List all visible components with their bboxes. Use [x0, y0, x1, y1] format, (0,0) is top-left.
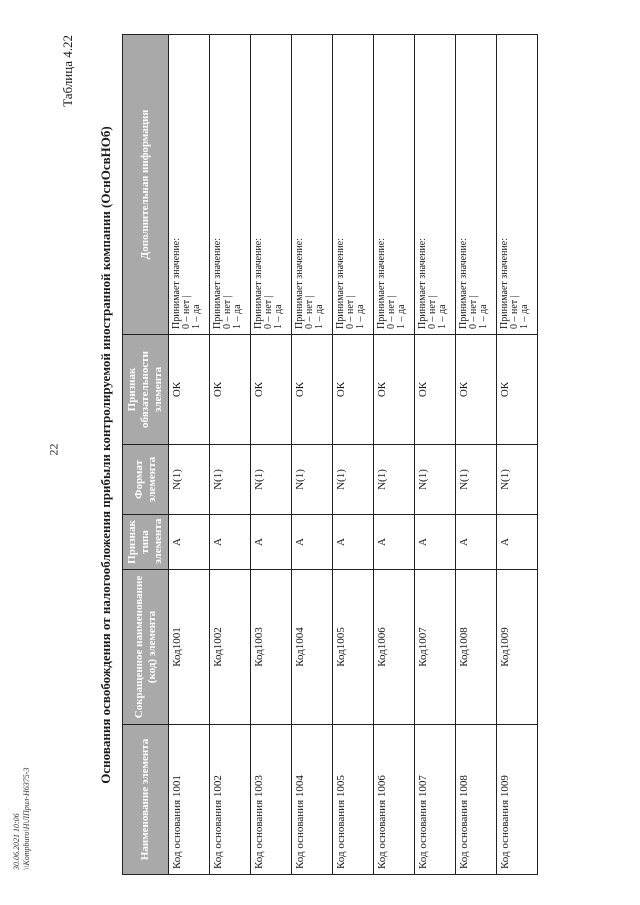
cell-format: N(1) [374, 445, 415, 515]
cell-info [456, 35, 497, 335]
cell-code: Код1008 [456, 570, 497, 725]
cell-code: Код1004 [292, 570, 333, 725]
header-info: Дополнительная информация [123, 35, 169, 335]
cell-required: ОК [497, 335, 538, 445]
file-footnote [12, 750, 32, 870]
cell-format: N(1) [292, 445, 333, 515]
table-header-row [123, 35, 169, 875]
cell-format: N(1) [251, 445, 292, 515]
cell-required: ОК [374, 335, 415, 445]
cell-code: Код1005 [333, 570, 374, 725]
cell-name: Код основания 1002 [210, 725, 251, 875]
cell-required: ОК [456, 335, 497, 445]
info-line: 1 – да [437, 304, 448, 329]
cell-required: ОК [210, 335, 251, 445]
cell-info [374, 35, 415, 335]
elements-table [122, 34, 538, 875]
info-line: 1 – да [355, 304, 366, 329]
table-row [333, 35, 374, 875]
cell-name: Код основания 1001 [169, 725, 210, 875]
info-line: Принимает значение: [417, 237, 428, 329]
cell-type: А [333, 515, 374, 570]
table-row [169, 35, 210, 875]
info-line: Принимает значение: [212, 237, 223, 329]
cell-code: Код1003 [251, 570, 292, 725]
cell-code: Код1002 [210, 570, 251, 725]
cell-name: Код основания 1008 [456, 725, 497, 875]
cell-name: Код основания 1003 [251, 725, 292, 875]
table-row [374, 35, 415, 875]
cell-code: Код1007 [415, 570, 456, 725]
cell-name: Код основания 1009 [497, 725, 538, 875]
info-line: Принимает значение: [253, 237, 264, 329]
cell-info [333, 35, 374, 335]
table-label: Таблица 4.22 [60, 35, 75, 107]
cell-format: N(1) [456, 445, 497, 515]
info-line: 1 – да [314, 304, 325, 329]
cell-name: Код основания 1007 [415, 725, 456, 875]
cell-type: А [292, 515, 333, 570]
cell-info [497, 35, 538, 335]
table-row [497, 35, 538, 875]
info-line: 0 – нет | [304, 295, 315, 329]
info-line: 1 – да [232, 304, 243, 329]
cell-type: А [456, 515, 497, 570]
info-line: Принимает значение: [458, 237, 469, 329]
cell-format: N(1) [333, 445, 374, 515]
info-line: 0 – нет | [386, 295, 397, 329]
info-line: Принимает значение: [376, 237, 387, 329]
table-body [169, 35, 538, 875]
cell-type: А [415, 515, 456, 570]
info-line: Принимает значение: [171, 237, 182, 329]
cell-format: N(1) [169, 445, 210, 515]
info-line: 0 – нет | [427, 295, 438, 329]
info-line: 0 – нет | [263, 295, 274, 329]
info-line: 0 – нет | [222, 295, 233, 329]
cell-required: ОК [292, 335, 333, 445]
page-number: 22 [46, 443, 61, 456]
header-name: Наименование элемента [123, 725, 169, 875]
cell-format: N(1) [415, 445, 456, 515]
footnote-date: 30.06.2021 10:06 [12, 813, 21, 870]
cell-format: N(1) [497, 445, 538, 515]
cell-type: А [251, 515, 292, 570]
cell-info [251, 35, 292, 335]
info-line: 1 – да [396, 304, 407, 329]
info-line: Принимает значение: [335, 237, 346, 329]
info-line: 0 – нет | [181, 295, 192, 329]
header-type: Признак типа элемента [123, 515, 169, 570]
info-line: Принимает значение: [499, 237, 510, 329]
table-row [251, 35, 292, 875]
cell-name: Код основания 1005 [333, 725, 374, 875]
info-line: Принимает значение: [294, 237, 305, 329]
cell-type: А [497, 515, 538, 570]
cell-required: ОК [415, 335, 456, 445]
cell-code: Код1009 [497, 570, 538, 725]
rotated-sheet [60, 35, 560, 875]
cell-type: А [374, 515, 415, 570]
header-required: Признак обязательности элемента [123, 335, 169, 445]
cell-type: А [169, 515, 210, 570]
info-line: 0 – нет | [345, 295, 356, 329]
table-caption: Основания освобождения от налогообложения прибыли контролируемой иностранной компании (ОснОсвНОб) [98, 126, 113, 784]
cell-required: ОК [169, 335, 210, 445]
cell-name: Код основания 1004 [292, 725, 333, 875]
info-line: 1 – да [273, 304, 284, 329]
table-row [456, 35, 497, 875]
info-line: 1 – да [519, 304, 530, 329]
cell-info [210, 35, 251, 335]
cell-format: N(1) [210, 445, 251, 515]
cell-info [169, 35, 210, 335]
table-row [292, 35, 333, 875]
cell-info [292, 35, 333, 335]
cell-required: ОК [333, 335, 374, 445]
cell-code: Код1001 [169, 570, 210, 725]
header-code: Сокращенное наименование (код) элемента [123, 570, 169, 725]
header-format: Формат элемента [123, 445, 169, 515]
cell-name: Код основания 1006 [374, 725, 415, 875]
info-line: 1 – да [191, 304, 202, 329]
info-line: 0 – нет | [468, 295, 479, 329]
cell-info [415, 35, 456, 335]
info-line: 1 – да [478, 304, 489, 329]
info-line: 0 – нет | [509, 295, 520, 329]
footnote-path: \\Kompburo\H\ЛПрил-Н6375-3 [22, 767, 31, 870]
cell-required: ОК [251, 335, 292, 445]
table-row [415, 35, 456, 875]
cell-type: А [210, 515, 251, 570]
cell-code: Код1006 [374, 570, 415, 725]
table-row [210, 35, 251, 875]
